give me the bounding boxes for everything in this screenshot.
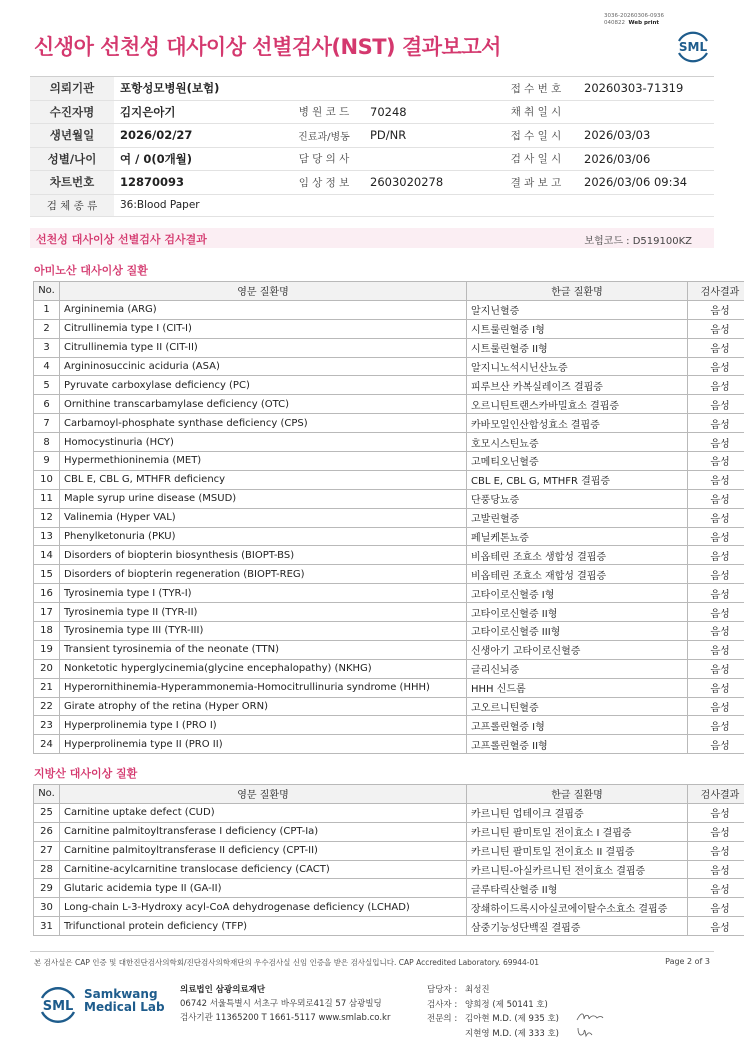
row-en-name: Ornithine transcarbamylase deficiency (OTC) <box>60 395 467 414</box>
receipt-no-label: 접 수 번 호 <box>494 77 578 101</box>
received-value: 2026/03/03 <box>578 124 714 148</box>
brand-name <box>84 988 165 1014</box>
row-result: 음성 <box>688 622 744 641</box>
table-row <box>34 376 744 395</box>
row-en-name: Disorders of biopterin regeneration (BIOPT-REG) <box>60 565 467 584</box>
tester-label: 검사자 : <box>427 999 458 1010</box>
clinical-label: 임 상 정 보 <box>284 171 364 195</box>
row-no: 16 <box>34 584 60 603</box>
row-ko-name: 비옵테린 조효소 생합성 결핍증 <box>467 546 688 565</box>
col-en: 영문 질환명 <box>60 785 467 804</box>
row-no: 9 <box>34 452 60 471</box>
row-ko-name: 글루타릭산혈증 II형 <box>467 879 688 898</box>
row-result: 음성 <box>688 860 744 879</box>
table-row <box>34 452 744 471</box>
table-row <box>34 433 744 452</box>
row-ko-name: 비옵테린 조효소 재합성 결핍증 <box>467 565 688 584</box>
patient-info-table <box>30 76 714 217</box>
row-no: 2 <box>34 319 60 338</box>
row-ko-name: 페닐케톤뇨증 <box>467 527 688 546</box>
print-tag: Web print <box>628 19 660 26</box>
patient-value: 김지은아기 <box>114 100 284 124</box>
row-result: 음성 <box>688 822 744 841</box>
doctor-label: 담 당 의 사 <box>284 147 364 171</box>
row-ko-name: 카르니틴 팔미토일 전이효소 I 결핍증 <box>467 822 688 841</box>
row-result: 음성 <box>688 489 744 508</box>
row-ko-name: 오르니틴트랜스카바밀효소 결핍증 <box>467 395 688 414</box>
row-en-name: Citrullinemia type I (CIT-I) <box>60 319 467 338</box>
row-no: 23 <box>34 716 60 735</box>
col-result: 검사결과 <box>688 785 744 804</box>
table-row <box>34 546 744 565</box>
row-en-name: Girate atrophy of the retina (Hyper ORN) <box>60 697 467 716</box>
org-address: 06742 서울특별시 서초구 바우뫼로41길 57 삼광빌딩 <box>180 999 382 1009</box>
reported-label: 결 과 보 고 <box>494 171 578 195</box>
birth-value: 2026/02/27 <box>114 124 284 148</box>
row-no: 13 <box>34 527 60 546</box>
table-row <box>34 300 744 319</box>
table-row <box>34 716 744 735</box>
report-title: 신생아 선천성 대사이상 선별검사(NST) 결과보고서 <box>34 35 501 59</box>
row-result: 음성 <box>688 678 744 697</box>
row-no: 25 <box>34 803 60 822</box>
col-no: No. <box>34 785 60 804</box>
row-result: 음성 <box>688 414 744 433</box>
tested-label: 검 사 일 시 <box>494 147 578 171</box>
table-row <box>34 803 744 822</box>
sex-age-label: 성별/나이 <box>30 147 114 171</box>
organization-info <box>180 983 390 1025</box>
row-en-name: Carnitine palmitoyltransferase II deficiency (CPT-II) <box>60 841 467 860</box>
sex-age-value: 여 / 0(0개월) <box>114 147 284 171</box>
table-row <box>34 697 744 716</box>
row-result: 음성 <box>688 697 744 716</box>
row-ko-name: 고타이로신혈증 II형 <box>467 603 688 622</box>
row-en-name: Maple syrup urine disease (MSUD) <box>60 489 467 508</box>
row-result: 음성 <box>688 395 744 414</box>
doctor-value <box>364 147 494 171</box>
col-no: No. <box>34 282 60 301</box>
row-no: 11 <box>34 489 60 508</box>
table-row <box>34 917 744 936</box>
row-en-name: CBL E, CBL G, MTHFR deficiency <box>60 470 467 489</box>
row-en-name: Carnitine uptake defect (CUD) <box>60 803 467 822</box>
row-ko-name: 호모시스틴뇨증 <box>467 433 688 452</box>
row-en-name: Hyperprolinemia type I (PRO I) <box>60 716 467 735</box>
row-result: 음성 <box>688 546 744 565</box>
patient-label: 수진자명 <box>30 100 114 124</box>
row-en-name: Glutaric acidemia type II (GA-II) <box>60 879 467 898</box>
table-row <box>34 841 744 860</box>
row-en-name: Carbamoyl-phosphate synthase deficiency (CPS) <box>60 414 467 433</box>
row-ko-name: 알지닌혈증 <box>467 300 688 319</box>
row-result: 음성 <box>688 357 744 376</box>
row-ko-name: 고프롤린혈증 I형 <box>467 716 688 735</box>
chart-label: 차트번호 <box>30 171 114 195</box>
row-en-name: Disorders of biopterin biosynthesis (BIOPT-BS) <box>60 546 467 565</box>
staff-info <box>427 983 559 1041</box>
row-result: 음성 <box>688 527 744 546</box>
row-en-name: Phenylketonuria (PKU) <box>60 527 467 546</box>
table-row <box>34 659 744 678</box>
result-band-title: 선천성 대사이상 선별검사 검사결과 <box>36 233 207 246</box>
row-result: 음성 <box>688 376 744 395</box>
row-result: 음성 <box>688 565 744 584</box>
row-no: 1 <box>34 300 60 319</box>
row-en-name: Homocystinuria (HCY) <box>60 433 467 452</box>
row-en-name: Long-chain L-3-Hydroxy acyl-CoA dehydrogenase deficiency (LCHAD) <box>60 898 467 917</box>
row-en-name: Pyruvate carboxylase deficiency (PC) <box>60 376 467 395</box>
row-no: 15 <box>34 565 60 584</box>
row-en-name: Nonketotic hyperglycinemia(glycine encephalopathy) (NKHG) <box>60 659 467 678</box>
table-row <box>34 678 744 697</box>
row-no: 21 <box>34 678 60 697</box>
row-ko-name: HHH 신드롬 <box>467 678 688 697</box>
print-code <box>604 13 664 26</box>
row-no: 28 <box>34 860 60 879</box>
table-row <box>34 735 744 754</box>
specimen-label: 검 체 종 류 <box>30 194 114 216</box>
table-row <box>34 395 744 414</box>
row-no: 5 <box>34 376 60 395</box>
col-result: 검사결과 <box>688 282 744 301</box>
table-row <box>34 640 744 659</box>
row-result: 음성 <box>688 338 744 357</box>
row-ko-name: 피루브산 카복실레이즈 결핍증 <box>467 376 688 395</box>
row-en-name: Hyperornithinemia-Hyperammonemia-Homocitrullinuria syndrome (HHH) <box>60 678 467 697</box>
row-result: 음성 <box>688 584 744 603</box>
table-row <box>34 319 744 338</box>
row-result: 음성 <box>688 917 744 936</box>
brand-line1: Samkwang <box>84 987 158 1001</box>
signature-1 <box>575 1010 605 1024</box>
table-row <box>34 622 744 641</box>
tester-name: 양희정 (제 50141 호) <box>465 999 548 1010</box>
row-result: 음성 <box>688 735 744 754</box>
expert1-name: 김아현 M.D. (제 935 호) <box>465 1014 560 1024</box>
ward-code-label: 병 원 코 드 <box>284 100 364 124</box>
row-ko-name: 신생아기 고타이로신혈증 <box>467 640 688 659</box>
row-ko-name: 고타이로신혈증 I형 <box>467 584 688 603</box>
row-result: 음성 <box>688 716 744 735</box>
print-code-line2: 040822 <box>604 19 625 26</box>
table-row <box>34 489 744 508</box>
row-no: 26 <box>34 822 60 841</box>
sml-footer-logo <box>36 983 80 1027</box>
dept-label: 진료과/병동 <box>284 124 364 148</box>
row-no: 12 <box>34 508 60 527</box>
row-en-name: Tyrosinemia type II (TYR-II) <box>60 603 467 622</box>
received-label: 접 수 일 시 <box>494 124 578 148</box>
row-ko-name: 시트룰린혈증 II형 <box>467 338 688 357</box>
row-result: 음성 <box>688 452 744 471</box>
amino-section-title: 아미노산 대사이상 질환 <box>34 264 148 277</box>
row-no: 17 <box>34 603 60 622</box>
amino-results-table <box>33 281 744 754</box>
footer-logo-text: SML <box>42 999 74 1014</box>
fatty-section-title: 지방산 대사이상 질환 <box>34 767 138 780</box>
table-row <box>34 357 744 376</box>
row-ko-name: 단풍당뇨증 <box>467 489 688 508</box>
col-ko: 한글 질환명 <box>467 785 688 804</box>
tested-value: 2026/03/06 <box>578 147 714 171</box>
row-no: 27 <box>34 841 60 860</box>
collected-value <box>578 100 714 124</box>
table-row <box>34 565 744 584</box>
manager-name: 최성진 <box>465 985 490 995</box>
reported-value: 2026/03/06 09:34 <box>578 171 714 195</box>
row-ko-name: 알지니노석시닌산뇨증 <box>467 357 688 376</box>
table-row <box>34 338 744 357</box>
receipt-no-value: 20260303-71319 <box>578 77 714 101</box>
row-ko-name: 삼중기능성단백질 결핍증 <box>467 917 688 936</box>
row-no: 4 <box>34 357 60 376</box>
requester-value: 포항성모병원(보험) <box>114 77 494 101</box>
row-result: 음성 <box>688 433 744 452</box>
row-en-name: Tyrosinemia type III (TYR-III) <box>60 622 467 641</box>
row-result: 음성 <box>688 470 744 489</box>
print-code-line1: 3036-20260306-0936 <box>604 13 664 19</box>
row-ko-name: 고메티오닌혈증 <box>467 452 688 471</box>
col-en: 영문 질환명 <box>60 282 467 301</box>
table-row <box>34 527 744 546</box>
page-number: Page 2 of 3 <box>665 957 710 966</box>
row-no: 3 <box>34 338 60 357</box>
row-result: 음성 <box>688 603 744 622</box>
chart-value: 12870093 <box>114 171 284 195</box>
row-result: 음성 <box>688 879 744 898</box>
fatty-results-table <box>33 784 744 936</box>
footer-divider <box>30 951 714 952</box>
sml-logo <box>673 27 713 67</box>
brand-line2: Medical Lab <box>84 1000 165 1014</box>
row-en-name: Valinemia (Hyper VAL) <box>60 508 467 527</box>
col-ko: 한글 질환명 <box>467 282 688 301</box>
row-no: 29 <box>34 879 60 898</box>
dept-value: PD/NR <box>364 124 494 148</box>
row-ko-name: 글리신뇌증 <box>467 659 688 678</box>
row-en-name: Citrullinemia type II (CIT-II) <box>60 338 467 357</box>
row-en-name: Carnitine palmitoyltransferase I deficiency (CPT-Ia) <box>60 822 467 841</box>
row-ko-name: CBL E, CBL G, MTHFR 결핍증 <box>467 470 688 489</box>
birth-label: 생년월일 <box>30 124 114 148</box>
expert-label: 전문의 : <box>427 1014 458 1024</box>
accreditation-note: 본 검사실은 CAP 인증 및 대한진단검사의학회/진단검사의학재단의 우수검사실 신임 인증을 받은 검사실입니다. CAP Accredited Laboratory. 69944-01 <box>34 958 540 967</box>
row-en-name: Tyrosinemia type I (TYR-I) <box>60 584 467 603</box>
row-ko-name: 카르니틴 팔미토일 전이효소 II 결핍증 <box>467 841 688 860</box>
org-contact: 검사기관 11365200 T 1661-5117 www.smlab.co.kr <box>180 1013 391 1023</box>
table-row <box>34 584 744 603</box>
row-no: 14 <box>34 546 60 565</box>
table-row <box>34 508 744 527</box>
row-ko-name: 시트룰린혈증 I형 <box>467 319 688 338</box>
org-name: 의료법인 삼광의료재단 <box>180 985 266 995</box>
row-en-name: Trifunctional protein deficiency (TFP) <box>60 917 467 936</box>
row-result: 음성 <box>688 803 744 822</box>
row-ko-name: 카르니틴-아실카르니틴 전이효소 결핍증 <box>467 860 688 879</box>
table-row <box>34 470 744 489</box>
specimen-value: 36:Blood Paper <box>114 194 714 216</box>
row-ko-name: 고발린혈증 <box>467 508 688 527</box>
expert2-name: 지현영 M.D. (제 333 호) <box>465 1028 560 1039</box>
row-result: 음성 <box>688 508 744 527</box>
row-en-name: Transient tyrosinemia of the neonate (TTN) <box>60 640 467 659</box>
row-result: 음성 <box>688 898 744 917</box>
row-ko-name: 카바모일인산합성효소 결핍증 <box>467 414 688 433</box>
row-no: 6 <box>34 395 60 414</box>
row-result: 음성 <box>688 640 744 659</box>
row-ko-name: 장쇄하이드록시아실코에이탈수소효소 결핍증 <box>467 898 688 917</box>
insurance-code: 보험코드 : D519100KZ <box>584 236 692 247</box>
logo-text: SML <box>678 40 708 54</box>
table-row <box>34 860 744 879</box>
row-no: 22 <box>34 697 60 716</box>
row-no: 30 <box>34 898 60 917</box>
row-ko-name: 고타이로신혈증 III형 <box>467 622 688 641</box>
row-no: 18 <box>34 622 60 641</box>
table-row <box>34 414 744 433</box>
row-en-name: Hyperprolinemia type II (PRO II) <box>60 735 467 754</box>
row-result: 음성 <box>688 841 744 860</box>
row-no: 8 <box>34 433 60 452</box>
row-en-name: Carnitine-acylcarnitine translocase deficiency (CACT) <box>60 860 467 879</box>
row-no: 20 <box>34 659 60 678</box>
result-band <box>30 228 714 248</box>
row-ko-name: 고프롤린혈증 II형 <box>467 735 688 754</box>
row-result: 음성 <box>688 659 744 678</box>
collected-label: 채 취 일 시 <box>494 100 578 124</box>
table-row <box>34 898 744 917</box>
manager-label: 담당자 : <box>427 985 458 995</box>
row-en-name: Argininosuccinic aciduria (ASA) <box>60 357 467 376</box>
row-ko-name: 카르니틴 업테이크 결핍증 <box>467 803 688 822</box>
table-row <box>34 822 744 841</box>
row-ko-name: 고오르니틴혈증 <box>467 697 688 716</box>
row-no: 19 <box>34 640 60 659</box>
row-no: 24 <box>34 735 60 754</box>
row-en-name: Hypermethioninemia (MET) <box>60 452 467 471</box>
requester-label: 의뢰기관 <box>30 77 114 101</box>
row-no: 7 <box>34 414 60 433</box>
row-en-name: Argininemia (ARG) <box>60 300 467 319</box>
row-result: 음성 <box>688 300 744 319</box>
ward-code-value: 70248 <box>364 100 494 124</box>
signature-2 <box>575 1025 605 1039</box>
table-row <box>34 603 744 622</box>
table-row <box>34 879 744 898</box>
row-no: 31 <box>34 917 60 936</box>
row-result: 음성 <box>688 319 744 338</box>
clinical-value: 2603020278 <box>364 171 494 195</box>
row-no: 10 <box>34 470 60 489</box>
